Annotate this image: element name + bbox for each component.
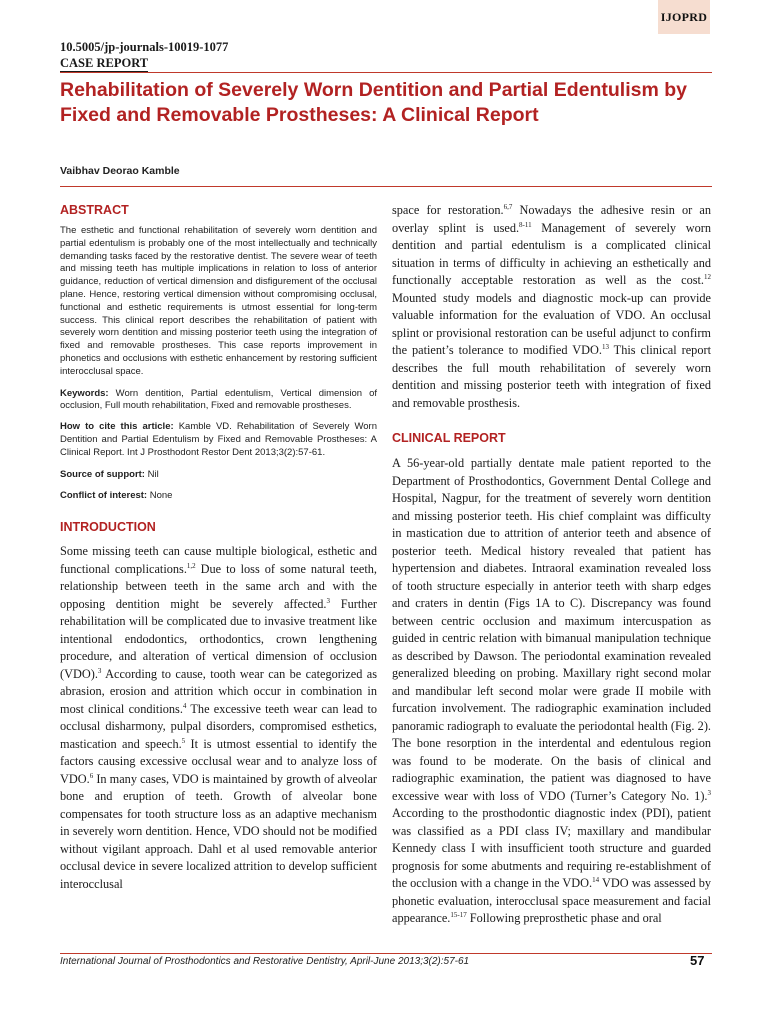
keywords-label: Keywords: [60,387,109,399]
support-label: Source of support: [60,468,145,480]
conflict-value: None [149,490,173,502]
left-column [60,202,377,893]
conflict-of-interest [60,490,377,503]
page-number: 57 [690,953,705,968]
citation [60,421,377,459]
introduction-heading: INTRODUCTION [60,520,156,535]
introduction-continued: space for restoration.$^{6,7}$ Nowadays the adhesive resin or an overlay splint is used.$^{8-11}$ Management of severely worn dentition and partial edentulism is a complicated clinical situation in terms of difficulty in achieving an esthetically and functionally acceptable restoration as well as the cost.$^{12}$ Mounted study models and diagnostic mock-up can provide valuable information for the evaluation of VDO. An occlusal splint or provisional restoration can be useful adjunct to confirm the patient’s tolerance to modified VDO.$^{13}$ This clinical report describes the full mouth rehabilitation of severely worn dentition and missing posterior teeth with integration of fixed and removable prosthesis. [392,202,711,410]
author-divider [60,186,712,187]
citation-label: How to cite this article: [60,421,174,433]
header-divider [60,72,712,73]
article-type: CASE REPORT [60,56,149,70]
right-column [392,202,711,928]
introduction-paragraph: Some missing teeth can cause multiple biological, esthetic and functional complications.$^{1,2}$ Due to loss of some natural teeth, relationship between teeth in the same arch and with the opposing dentition might be severely affected.$^3$ Further rehabilitation will be complicated due to invasive treatment like intentional endodontics, orthodontics, crown lengthening procedure, and alteration of vertical dimension of occlusion (VDO).$^3$ According to cause, tooth wear can be categorized as abrasion, erosion and attrition which occur in combination in most clinical conditions.$^4$ The excessive teeth wear can lead to occlusal disharmony, pulpal disorders, compromised esthetics, mastication and speech.$^5$ It is utmost essential to identify the factors causing excessive occlusal wear and to analyze loss of VDO.$^6$ In many cases, VDO is maintained by growth of alveolar bone and eruption of teeth. Growth of alveolar bone compensates for tooth structure loss as an adaptive mechanism in severely worn dentition. Hence, VDO should not be modified without vigilant approach. Dahl et al used removable anterior occlusal device in severe localized attrition to develop sufficient interocclusal [60,544,378,891]
article-title: Rehabilitation of Severely Worn Dentition and Partial Edentulism by Fixed and Removable Prostheses: A Clinical Report [60,79,687,126]
support-value: Nil [147,468,159,480]
keywords-text: Worn dentition, Partial edentulism, Vertical dimension of occlusion, Full mouth rehabilitation, Fixed and removable prostheses. [60,387,378,412]
journal-badge: IJOPRD [658,0,710,34]
footer-journal-citation: International Journal of Prosthodontics and Restorative Dentistry, April-June 2013;3(2):57-61 [60,956,470,967]
doi[interactable]: 10.5005/jp-journals-10019-1077 [60,40,229,54]
author-name: Vaibhav Deorao Kamble [60,165,180,177]
keywords [60,388,377,414]
citation-text: Kamble VD. Rehabilitation of Severely Worn Dentition and Partial Edentulism by Fixed and Removable Prostheses: A Clinical Report. Int J Prosthodont Restor Dent 2013;3(2):57-61. [60,421,377,458]
abstract-heading: ABSTRACT [60,203,129,217]
clinical-report-heading: CLINICAL REPORT [392,431,506,445]
footer-divider [60,953,712,954]
abstract-text: The esthetic and functional rehabilitation of severely worn dentition and partial edentulism is probably one of the most intellectually and technically demanding tasks faced by the restorative dentist. The severe wear of teeth and missing teeth has multiple implications in relation to loss of anterior guidance, reduction of vertical dimension and disfigurement of the occlusal plane. Hence, restoring vertical dimension without compromising occlusal, functional and esthetic requirements is utmost essential for long-term success. This clinical report describes the rehabilitation of patient with severely worn dentition and missing posterior teeth using the integration of fixed and removable prostheses. This case reports improvement in phonetics and occlusions with esthetic enhancement by restoring sufficient interocclusal space. [60,225,377,377]
conflict-label: Conflict of interest: [60,490,148,502]
source-of-support [60,469,377,482]
clinical-report-paragraph: A 56-year-old partially dentate male patient reported to the Department of Prosthodontics, Government Dental College and Hospital, Nagpur, for the treatment of severely worn dentition and missing posterior teeth. His chief complaint was difficulty in mastication due to attrition of anterior teeth and absence of posterior teeth. Medical history revealed that patient has hypertension and diabetes. Intraoral examination revealed loss of tooth structure especially in anterior teeth with sharp edges and craters in dentin (Figs 1A to C). Discrepancy was found between centric occlusion and maximum intercuspation as guided in centric relation with bimanual manipulation technique as described by Dawson. The periodontal examination revealed generalized bleeding on probing. Maxillary right second molar and mandibular left second molar were grade II mobile with furcation involvement. The radiographic examination included panoramic radiograph to evaluate the periodontal health (Fig. 2). The bone resorption in the interdental and edentulous region was found to be moderate. On the basis of clinical and radiographic examination, the patient was diagnosed to have excessive wear with loss of VDO (Turner’s Category No. 1).$^3$ According to the prosthodontic diagnostic index (PDI), patient was classified as a PDI class IV; maxillary and mandibular Kennedy class I with insufficient tooth structure and guarded prognosis for some abutments and requiring re-establishment of the occlusion with a change in the VDO.$^{14}$ VDO was assessed by phonetic evaluation, interocclusal space measurement and facial appearance.$^{15-17}$ Following preprosthetic phase and oral [392,456,712,925]
